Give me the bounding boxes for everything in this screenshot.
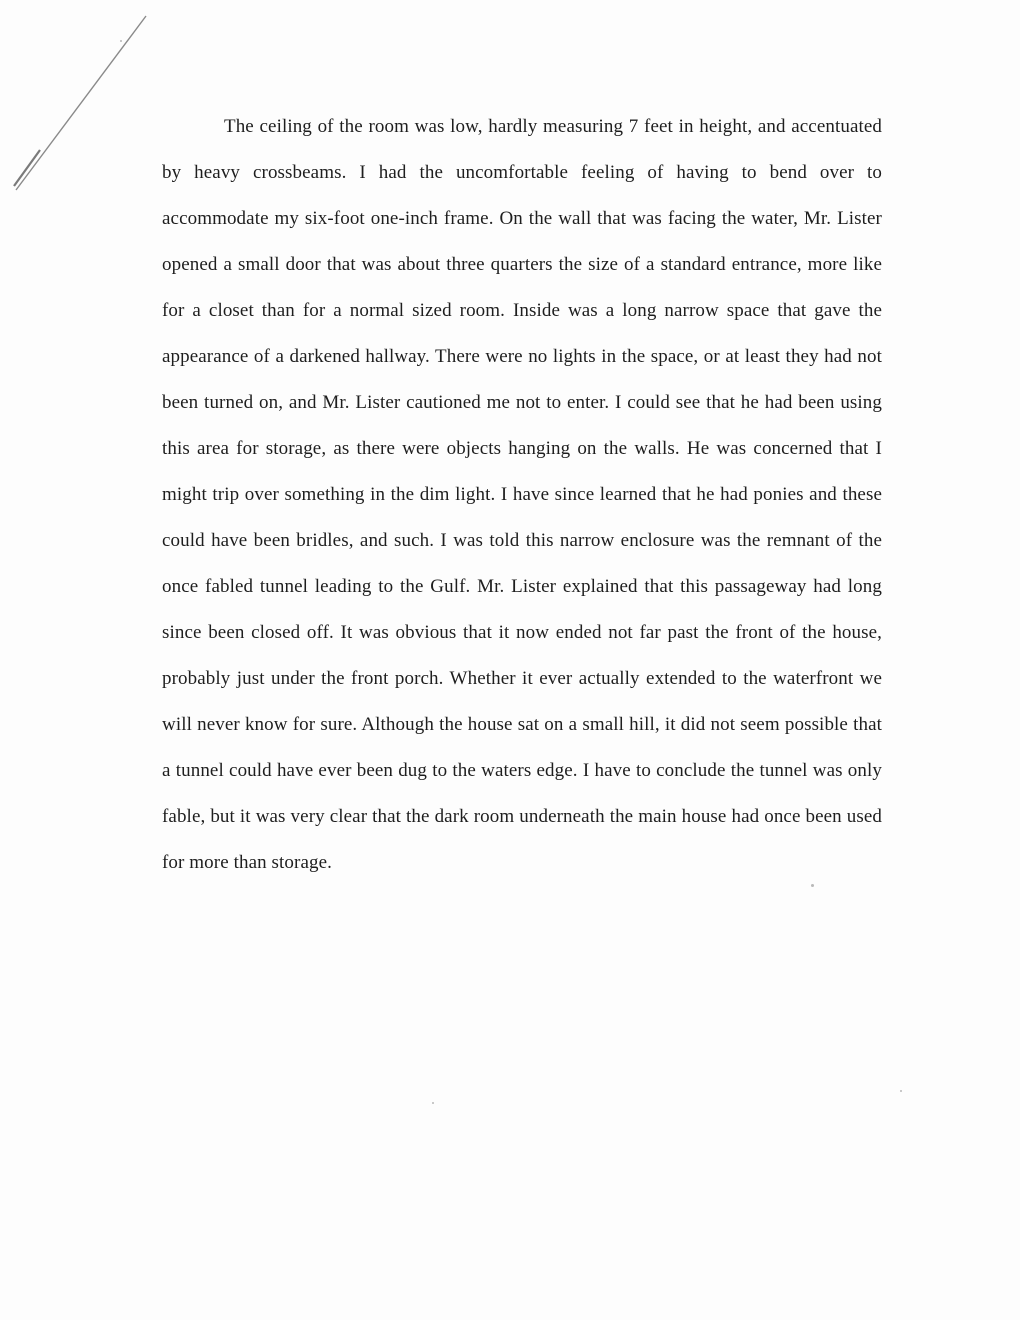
scan-speck bbox=[900, 1090, 902, 1092]
scan-speck bbox=[432, 1102, 434, 1104]
scanner-edge-mark bbox=[0, 0, 160, 200]
scan-speck bbox=[120, 40, 122, 42]
body-paragraph: The ceiling of the room was low, hardly measuring 7 feet in height, and accentuated by heavy crossbeams. I had the uncomfortable feeling of having to bend over to accommodate my six-foot one-inch frame. On the wall that was facing the water, Mr. Lister opened a small door that was about three quarters the size of a standard entrance, more like for a closet than for a normal sized room. Inside was a long narrow space that gave the appearance of a darkened hallway. There were no lights in the space, or at least they had not been turned on, and Mr. Lister cautioned me not to enter. I could see that he had been using this area for storage, as there were objects hanging on the walls. He was concerned that I might trip over something in the dim light. I have since learned that he had ponies and these could have been bridles, and such. I was told this narrow enclosure was the remnant of the once fabled tunnel leading to the Gulf. Mr. Lister explained that this passageway had long since been closed off. It was obvious that it now ended not far past the front of the house, probably just under the front porch. Whether it ever actually extended to the waterfront we will never know for sure. Although the house sat on a small hill, it did not seem possible that a tunnel could have ever been dug to the waters edge. I have to conclude the tunnel was only fable, but it was very clear that the dark room underneath the main house had once been used for more than storage. bbox=[162, 116, 882, 873]
scan-speck bbox=[811, 884, 814, 887]
